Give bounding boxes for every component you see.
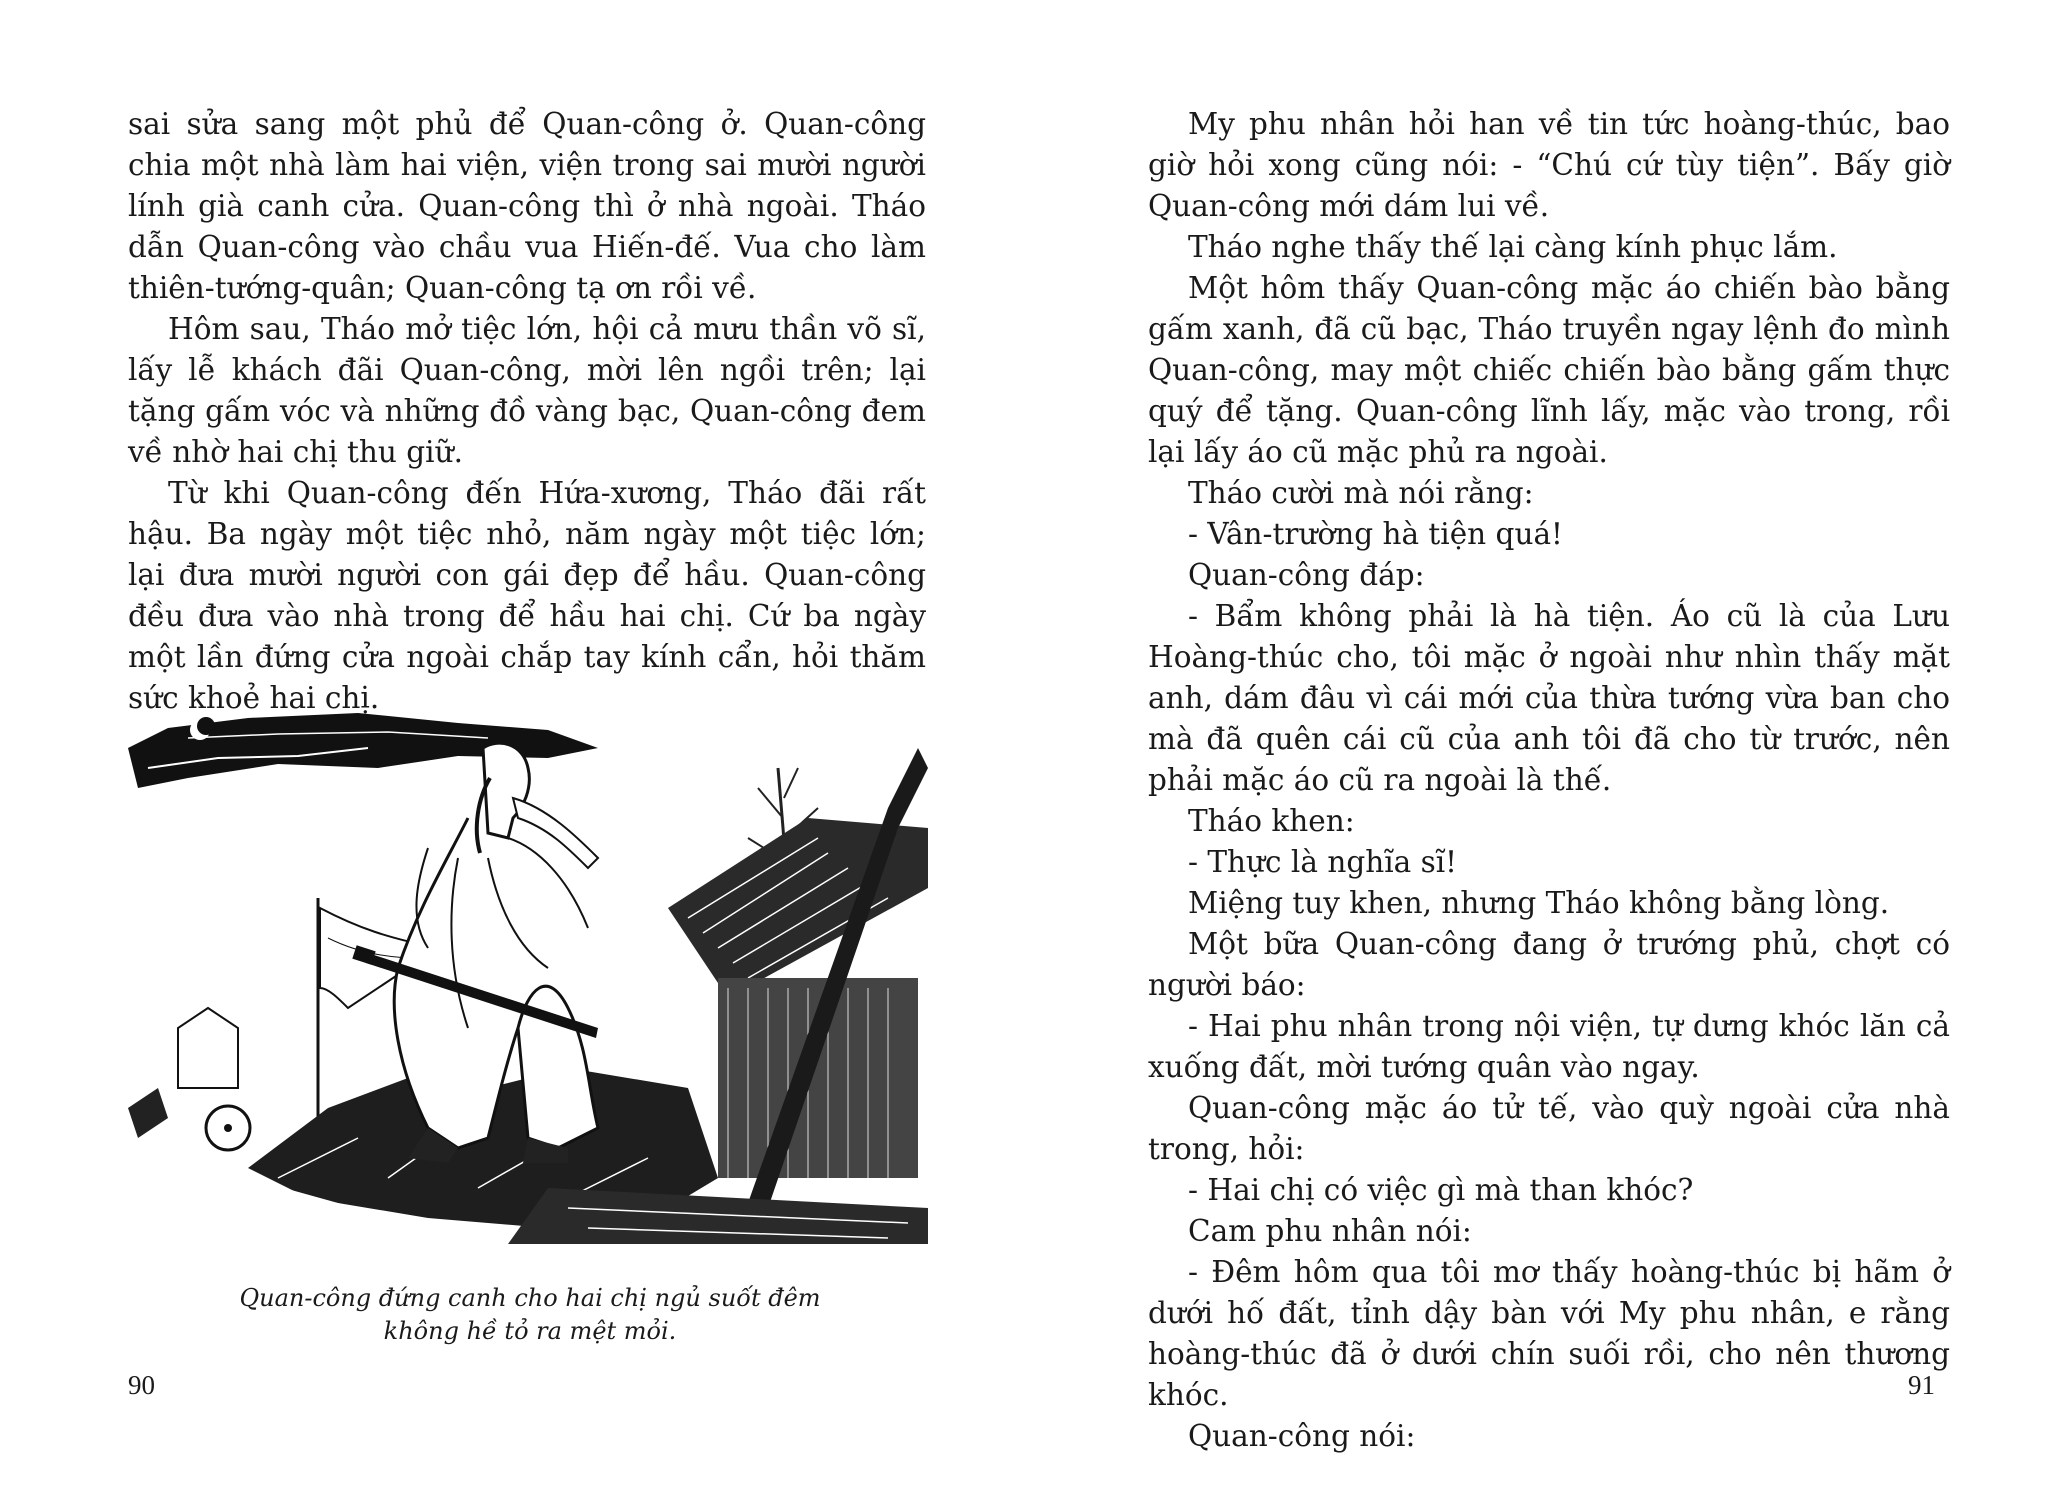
paragraph: Tháo khen:: [1188, 804, 1355, 838]
paragraph: Quan-công đáp:: [1188, 558, 1425, 592]
left-page: [0, 0, 1023, 1496]
illustration-quan-cong-standing-guard: [128, 708, 928, 1244]
page-number: 90: [128, 1370, 155, 1400]
dialog-line: - Thực là nghĩa sĩ!: [1188, 845, 1458, 879]
illustration-caption: [200, 1282, 860, 1348]
left-page-text: [128, 104, 926, 719]
dialog-line: - Bẩm không phải là hà tiện. Áo cũ là của Lưu Hoàng-thúc cho, tôi mặc ở ngoài như nhìn thấy mặt anh, dám đâu vì cái mới của thừa tướng vừa ban cho mà đã quên cái cũ của anh tôi đã cho từ trước, nên phải mặc áo cũ ra ngoài là thế.: [1148, 599, 1950, 797]
paragraph: Một bữa Quan-công đang ở trướng phủ, chợt có người báo:: [1148, 927, 1950, 1002]
page-number: 91: [1908, 1370, 1935, 1400]
paragraph: Quan-công mặc áo tử tế, vào quỳ ngoài cửa nhà trong, hỏi:: [1148, 1091, 1950, 1166]
paragraph: My phu nhân hỏi han về tin tức hoàng-thúc, bao giờ hỏi xong cũng nói: - “Chú cứ tùy tiện”. Bấy giờ Quan-công mới dám lui về.: [1148, 107, 1950, 223]
caption-line: Quan-công đứng canh cho hai chị ngủ suốt đêm: [239, 1284, 821, 1312]
illustration-drawing: [128, 708, 928, 1244]
paragraph: Từ khi Quan-công đến Hứa-xương, Tháo đãi rất hậu. Ba ngày một tiệc nhỏ, năm ngày một tiệc lớn; lại đưa mười người con gái đẹp để hầu. Quan-công đều đưa vào nhà trong để hầu hai chị. Cứ ba ngày một lần đứng cửa ngoài chắp tay kính cẩn, hỏi thăm sức khoẻ hai chị.: [128, 476, 926, 715]
caption-line: không hề tỏ ra mệt mỏi.: [383, 1317, 677, 1345]
dialog-line: - Vân-trường hà tiện quá!: [1188, 517, 1563, 551]
dialog-line: - Hai phu nhân trong nội viện, tự dưng khóc lăn cả xuống đất, mời tướng quân vào ngay.: [1148, 1009, 1950, 1084]
paragraph: Tháo cười mà nói rằng:: [1188, 476, 1534, 510]
right-page-text: [1148, 104, 1950, 1457]
dialog-line: - Hai chị có việc gì mà than khóc?: [1188, 1173, 1694, 1207]
right-page: [1024, 0, 2047, 1496]
paragraph: Tháo nghe thấy thế lại càng kính phục lắm.: [1188, 230, 1838, 264]
paragraph: Quan-công nói:: [1188, 1419, 1416, 1453]
paragraph: sai sửa sang một phủ để Quan-công ở. Quan-công chia một nhà làm hai viện, viện trong sai mười người lính già canh cửa. Quan-công thì ở nhà ngoài. Tháo dẫn Quan-công vào chầu vua Hiến-đế. Vua cho làm thiên-tướng-quân; Quan-công tạ ơn rồi về.: [128, 107, 926, 305]
paragraph: Một hôm thấy Quan-công mặc áo chiến bào bằng gấm xanh, đã cũ bạc, Tháo truyền ngay lệnh đo mình Quan-công, may một chiếc chiến bào bằng gấm thực quý để tặng. Quan-công lĩnh lấy, mặc vào trong, rồi lại lấy áo cũ mặc phủ ra ngoài.: [1148, 271, 1950, 469]
paragraph: Cam phu nhân nói:: [1188, 1214, 1472, 1248]
paragraph: Hôm sau, Tháo mở tiệc lớn, hội cả mưu thần võ sĩ, lấy lễ khách đãi Quan-công, mời lên ngồi trên; lại tặng gấm vóc và những đồ vàng bạc, Quan-công đem về nhờ hai chị thu giữ.: [128, 312, 926, 469]
paragraph: Miệng tuy khen, nhưng Tháo không bằng lòng.: [1188, 886, 1890, 920]
dialog-line: - Đêm hôm qua tôi mơ thấy hoàng-thúc bị hãm ở dưới hố đất, tỉnh dậy bàn với My phu nhân, e rằng hoàng-thúc đã ở dưới chín suối rồi, cho nên thương khóc.: [1148, 1255, 1950, 1412]
